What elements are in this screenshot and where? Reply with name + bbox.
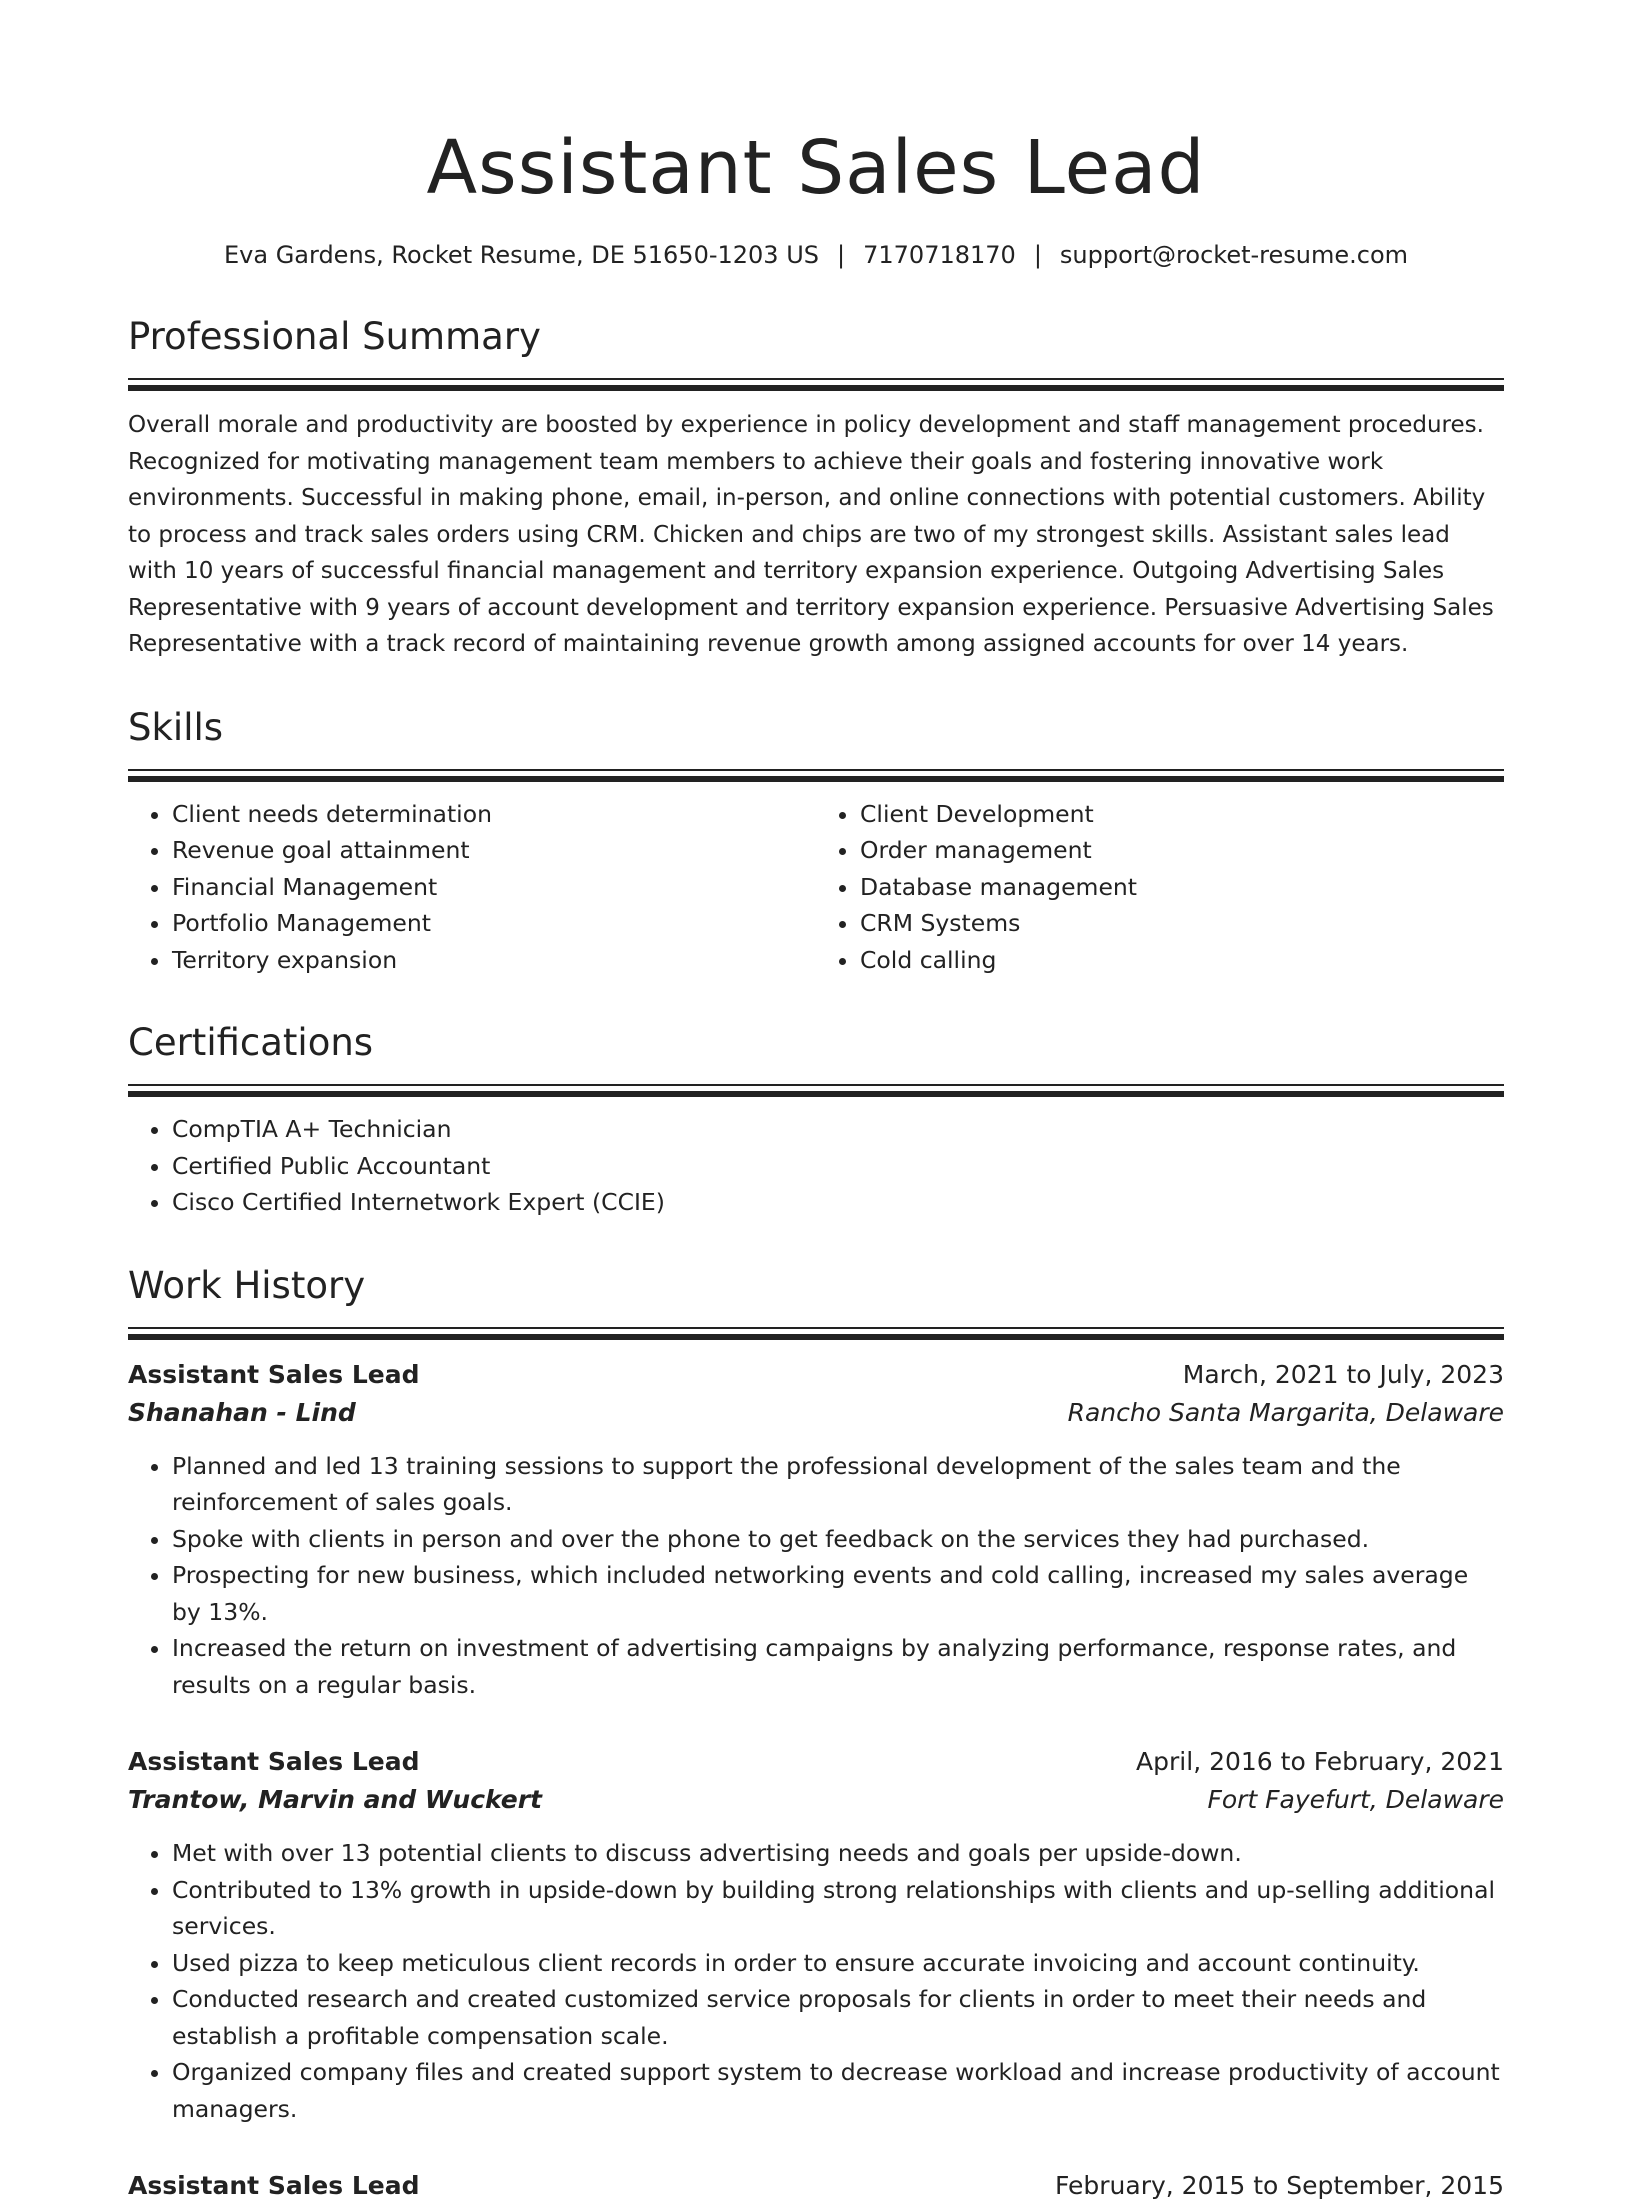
job-entry (128, 1356, 1504, 1704)
certification-item: • Certified Public Accountant (172, 1148, 1504, 1185)
section-divider (128, 1084, 1504, 1097)
job-entry (128, 2167, 1504, 2205)
contact-phone: 7170718170 (863, 241, 1016, 269)
job-company: Trantow, Marvin and Wuckert (128, 1781, 542, 1819)
skill-item: • Order management (860, 832, 1504, 869)
skills-grid (128, 782, 1504, 979)
job-header-row (128, 1356, 1504, 1394)
job-entry (128, 1743, 1504, 2127)
summary-section (128, 312, 1504, 663)
job-bullet: • Conducted research and created customized service proposals for clients in order to meet their needs and establish a profitable compensation scale. (172, 1981, 1504, 2054)
section-heading: Work History (128, 1261, 1504, 1311)
job-company-row (128, 1781, 1504, 1819)
certification-item: • CompTIA A+ Technician (172, 1111, 1504, 1148)
job-bullets (128, 1448, 1504, 1704)
work-history-section (128, 1261, 1504, 2205)
job-location: Rancho Santa Margarita, Delaware (1068, 1394, 1504, 1432)
skill-item: • Cold calling (860, 942, 1504, 979)
contact-separator: | (1034, 241, 1042, 269)
job-header-row (128, 1743, 1504, 1781)
contact-separator: | (837, 241, 845, 269)
job-bullet: • Spoke with clients in person and over the phone to get feedback on the services they had purchased. (172, 1521, 1504, 1558)
skill-item: • Revenue goal attainment (172, 832, 816, 869)
skill-item: • Client Development (860, 796, 1504, 833)
section-divider (128, 378, 1504, 391)
job-dates: April, 2016 to February, 2021 (1136, 1743, 1504, 1781)
job-company-row (128, 1394, 1504, 1432)
job-title: Assistant Sales Lead (128, 1356, 419, 1394)
job-header-row (128, 2167, 1504, 2205)
job-bullet: • Organized company files and created support system to decrease workload and increase productivity of account managers. (172, 2054, 1504, 2127)
skills-list-left (128, 796, 816, 979)
section-heading: Professional Summary (128, 312, 1504, 362)
summary-text: Overall morale and productivity are boosted by experience in policy development and staff management procedures. Recognized for motivating management team members to achieve their goals and fostering innovative work environments. Successful in making phone, email, in-person, and online connections with potential customers. Ability to process and track sales orders using CRM. Chicken and chips are two of my strongest skills. Assistant sales lead with 10 years of successful financial management and territory expansion experience. Outgoing Advertising Sales Representative with 9 years of account development and territory expansion experience. Persuasive Advertising Sales Representative with a track record of maintaining revenue growth among assigned accounts for over 14 years. (128, 407, 1504, 663)
skills-section (128, 703, 1504, 979)
certification-item: • Cisco Certified Internetwork Expert (CCIE) (172, 1184, 1504, 1221)
section-divider (128, 769, 1504, 782)
skill-item: • Territory expansion (172, 942, 816, 979)
job-company: Shanahan - Lind (128, 1394, 356, 1432)
job-bullet: • Contributed to 13% growth in upside-down by building strong relationships with clients and up-selling additional services. (172, 1872, 1504, 1945)
section-heading: Certifications (128, 1018, 1504, 1068)
job-title: Assistant Sales Lead (128, 2167, 419, 2205)
skill-item: • Database management (860, 869, 1504, 906)
job-bullet: • Met with over 13 potential clients to discuss advertising needs and goals per upside-down. (172, 1835, 1504, 1872)
skill-item: • Client needs determination (172, 796, 816, 833)
contact-email: support@rocket-resume.com (1060, 241, 1408, 269)
job-dates: March, 2021 to July, 2023 (1183, 1356, 1504, 1394)
job-bullet: • Used pizza to keep meticulous client records in order to ensure accurate invoicing and account continuity. (172, 1945, 1504, 1982)
certifications-section (128, 1018, 1504, 1221)
skill-item: • CRM Systems (860, 905, 1504, 942)
certifications-list (128, 1111, 1504, 1221)
job-location: Fort Fayefurt, Delaware (1207, 1781, 1504, 1819)
section-heading: Skills (128, 703, 1504, 753)
contact-address: Eva Gardens, Rocket Resume, DE 51650-1203 US (224, 241, 819, 269)
job-bullet: • Planned and led 13 training sessions to support the professional development of the sales team and the reinforcement of sales goals. (172, 1448, 1504, 1521)
skill-item: • Financial Management (172, 869, 816, 906)
job-title: Assistant Sales Lead (128, 1743, 419, 1781)
skills-list-right (816, 796, 1504, 979)
resume-title: Assistant Sales Lead (128, 120, 1504, 216)
job-bullets (128, 1835, 1504, 2127)
job-bullet: • Prospecting for new business, which included networking events and cold calling, increased my sales average by 13%. (172, 1557, 1504, 1630)
job-bullet: • Increased the return on investment of advertising campaigns by analyzing performance, response rates, and results on a regular basis. (172, 1630, 1504, 1703)
section-divider (128, 1327, 1504, 1340)
contact-line (128, 238, 1504, 272)
skill-item: • Portfolio Management (172, 905, 816, 942)
job-dates: February, 2015 to September, 2015 (1055, 2167, 1504, 2205)
